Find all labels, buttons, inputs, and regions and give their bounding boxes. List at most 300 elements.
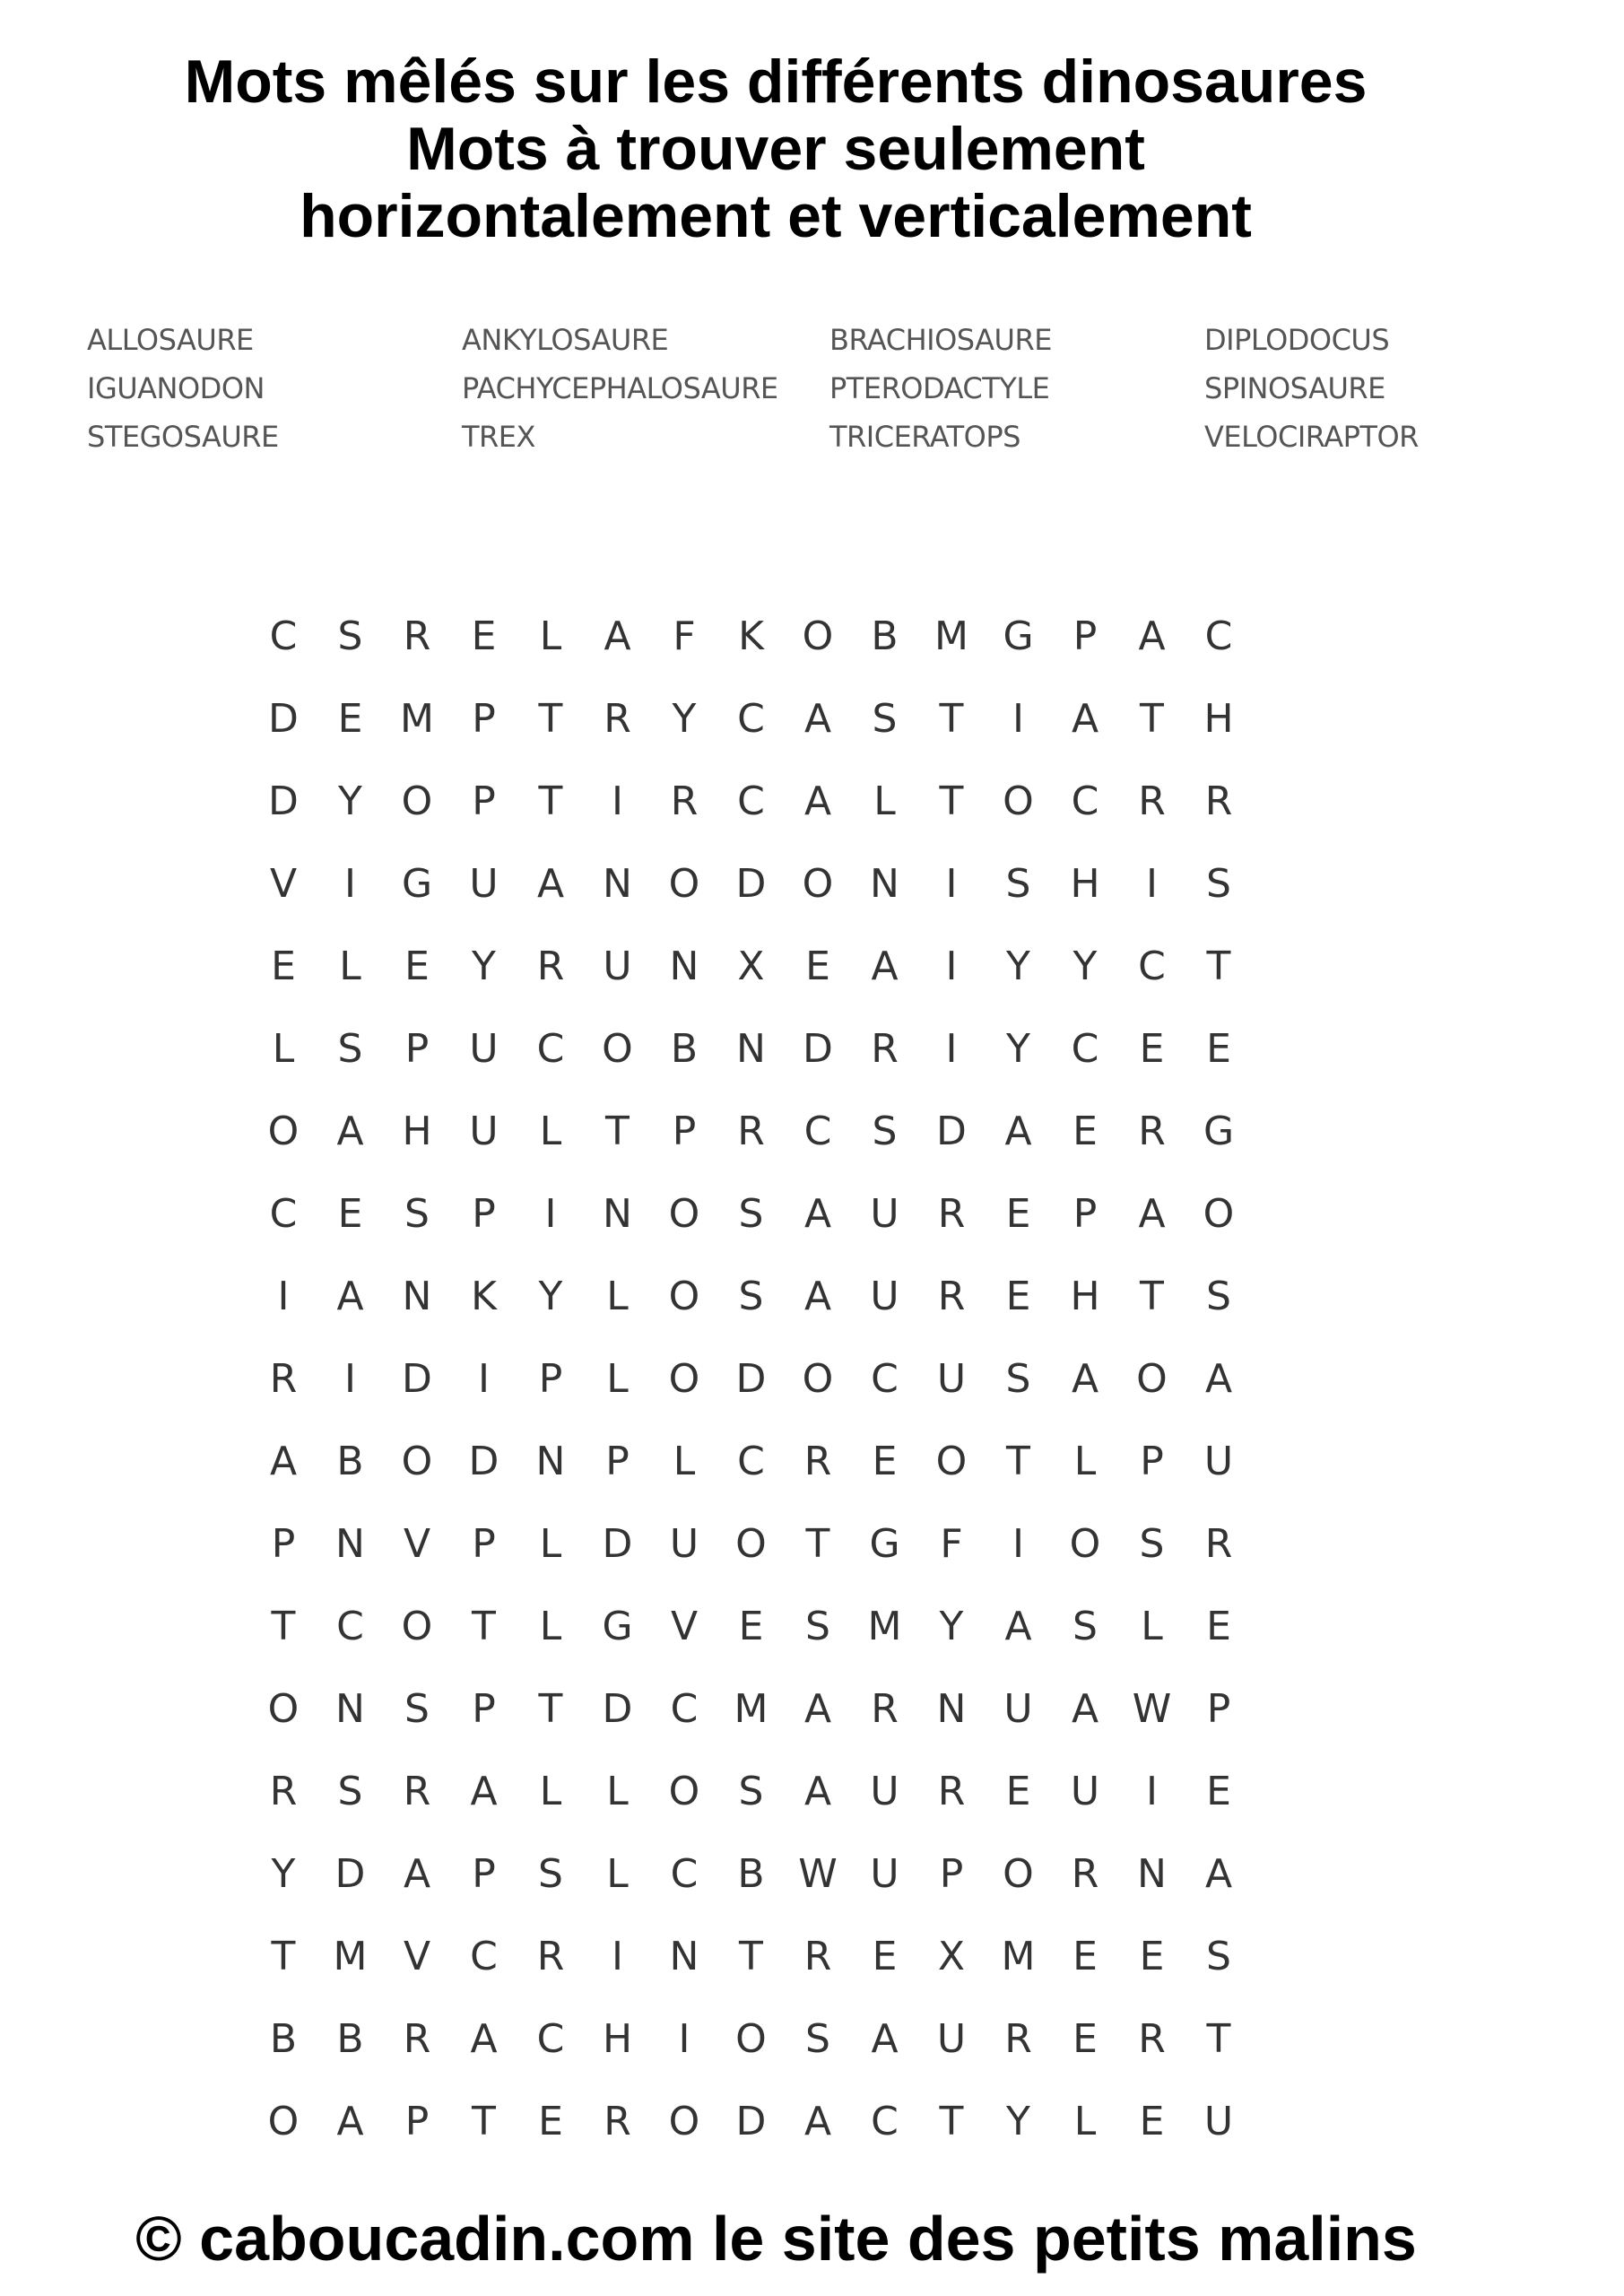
grid-cell: S [872,696,898,742]
grid-cell: L [539,1769,562,1814]
grid-cell: B [336,2016,364,2062]
grid-cell: G [401,861,433,907]
grid-cell: C [737,778,765,824]
grid-row [249,692,1325,775]
grid-cell: R [1138,2016,1166,2062]
copyright-footer: © caboucadin.com le site des petits malins [135,2204,1417,2274]
grid-cell: A [803,1274,832,1319]
grid-cell: I [344,1356,356,1402]
grid-row [249,610,1325,692]
grid-cell: A [803,778,832,824]
grid-cell: C [871,1356,899,1402]
grid-cell: T [605,1109,630,1154]
grid-cell: O [668,2099,700,2144]
grid-row [249,775,1325,857]
grid-cell: E [872,1934,898,1979]
grid-cell: C [269,1191,298,1237]
grid-cell: Y [1006,2099,1030,2144]
grid-cell: U [870,1191,899,1237]
grid-cell: K [738,613,764,659]
grid-cell: I [945,944,958,989]
grid-cell: E [337,1191,363,1237]
grid-cell: O [802,613,834,659]
grid-cell: U [669,1521,699,1567]
grid-row [249,1848,1325,1930]
grid-cell: O [668,1191,700,1237]
grid-cell: L [606,1274,629,1319]
grid-cell: A [403,1851,431,1897]
grid-cell: R [403,613,431,659]
grid-cell: P [404,1026,430,1072]
grid-cell: G [869,1521,900,1567]
word-list-item: IGUANODON [87,371,265,405]
grid-cell: H [1203,696,1234,742]
grid-cell: O [1003,778,1034,824]
grid-cell: D [402,1356,432,1402]
grid-cell: C [536,1026,565,1072]
grid-cell: W [1132,1686,1172,1732]
grid-cell: A [1071,1356,1099,1402]
grid-cell: Y [672,696,697,742]
grid-cell: V [403,1934,431,1979]
grid-cell: V [403,1521,431,1567]
grid-cell: S [738,1191,764,1237]
grid-cell: L [606,1851,629,1897]
grid-cell: I [344,861,356,907]
grid-cell: W [798,1851,838,1897]
grid-cell: L [339,944,361,989]
grid-cell: E [538,2099,563,2144]
grid-cell: P [472,778,496,824]
grid-cell: T [472,1604,496,1649]
grid-cell: R [670,778,699,824]
grid-cell: U [870,1274,899,1319]
grid-row [249,1683,1325,1765]
grid-cell: E [1139,1934,1165,1979]
grid-cell: M [867,1604,902,1649]
grid-cell: N [736,1026,766,1072]
grid-cell: M [1001,1934,1036,1979]
grid-cell: M [934,613,968,659]
grid-cell: T [538,778,563,824]
grid-cell: E [1206,1604,1231,1649]
grid-cell: Y [1073,944,1098,989]
grid-cell: X [937,1934,966,1979]
grid-cell: A [1204,1851,1233,1897]
grid-cell: E [1073,2016,1098,2062]
grid-cell: O [401,1604,433,1649]
grid-cell: T [939,778,964,824]
grid-cell: I [277,1274,290,1319]
grid-cell: V [269,861,298,907]
grid-cell: T [538,1686,563,1732]
grid-cell: O [401,1439,433,1484]
grid-cell: F [673,613,696,659]
grid-cell: D [334,1851,366,1897]
grid-cell: R [871,1026,899,1072]
grid-cell: A [871,944,899,989]
grid-row [249,940,1325,1022]
grid-cell: T [1140,696,1164,742]
grid-cell: D [268,778,299,824]
word-list-item: PTERODACTYLE [829,371,1050,405]
grid-cell: R [269,1769,298,1814]
grid-cell: N [669,1934,699,1979]
grid-cell: I [945,1026,958,1072]
grid-cell: P [1073,613,1098,659]
grid-cell: O [735,1521,767,1567]
grid-cell: H [1070,861,1100,907]
grid-cell: S [404,1686,430,1732]
grid-cell: O [802,1356,834,1402]
grid-cell: T [1006,1439,1030,1484]
grid-cell: Y [271,1851,296,1897]
grid-cell: D [268,696,299,742]
grid-cell: O [735,2016,767,2062]
title-line-1: Mots mêlés sur les différents dinosaures [184,48,1368,116]
grid-row [249,1352,1325,1435]
grid-cell: S [872,1109,898,1154]
grid-cell: I [544,1191,557,1237]
grid-cell: D [936,1109,967,1154]
grid-cell: R [737,1109,765,1154]
grid-cell: U [936,2016,967,2062]
grid-cell: C [670,1851,699,1897]
word-list-item: STEGOSAURE [87,420,279,454]
grid-cell: A [336,1109,364,1154]
grid-cell: M [400,696,434,742]
grid-cell: E [738,1604,764,1649]
grid-cell: A [269,1439,298,1484]
grid-cell: F [940,1521,963,1567]
grid-cell: I [612,1934,623,1979]
grid-cell: S [1139,1521,1165,1567]
grid-cell: A [470,1769,498,1814]
grid-cell: O [668,1356,700,1402]
grid-cell: R [403,1769,431,1814]
grid-cell: T [1206,2016,1231,2062]
grid-cell: O [935,1439,968,1484]
grid-cell: P [1140,1439,1164,1484]
grid-cell: B [269,2016,298,2062]
grid-cell: G [602,1604,633,1649]
grid-cell: T [805,1521,830,1567]
grid-cell: B [871,613,899,659]
grid-cell: L [539,613,562,659]
grid-cell: A [1138,613,1166,659]
grid-cell: D [803,1026,833,1072]
grid-cell: R [536,944,565,989]
grid-row [249,2095,1325,2178]
grid-cell: T [472,2099,496,2144]
grid-cell: D [735,1356,767,1402]
grid-cell: U [1070,1769,1100,1814]
grid-cell: N [669,944,699,989]
grid-cell: Y [538,1274,563,1319]
grid-cell: N [402,1274,432,1319]
grid-cell: H [1070,1274,1100,1319]
grid-cell: O [802,861,834,907]
grid-cell: U [870,1769,899,1814]
grid-cell: E [1139,1026,1165,1072]
grid-cell: Y [939,1604,964,1649]
word-list-item: PACHYCEPHALOSAURE [462,371,778,405]
grid-cell: A [803,1769,832,1814]
grid-cell: L [606,1356,629,1402]
grid-cell: E [471,613,497,659]
grid-cell: U [870,1851,899,1897]
grid-cell: D [735,861,767,907]
grid-cell: U [1203,1439,1234,1484]
grid-cell: N [1137,1851,1167,1897]
grid-cell: A [1004,1604,1032,1649]
grid-cell: T [1140,1274,1164,1319]
grid-cell: C [737,696,765,742]
grid-cell: E [404,944,430,989]
grid-cell: I [945,861,958,907]
grid-cell: R [871,1686,899,1732]
grid-cell: I [1012,696,1024,742]
grid-cell: B [670,1026,699,1072]
worksheet-title [0,48,1551,250]
grid-cell: G [1003,613,1034,659]
grid-row [249,1930,1325,2013]
grid-cell: E [337,696,363,742]
title-line-3: horizontalement et verticalement [300,182,1252,250]
grid-cell: S [1005,1356,1031,1402]
grid-cell: K [471,1274,497,1319]
grid-row [249,857,1325,940]
grid-cell: N [603,1191,632,1237]
grid-cell: L [1073,1439,1097,1484]
grid-cell: L [539,1604,562,1649]
grid-cell: S [538,1851,563,1897]
grid-cell: R [937,1769,966,1814]
grid-cell: U [469,1026,499,1072]
grid-cell: C [470,1934,498,1979]
grid-cell: P [1073,1191,1098,1237]
grid-cell: N [603,861,632,907]
grid-cell: A [536,861,565,907]
grid-cell: S [805,2016,830,2062]
grid-cell: C [737,1439,765,1484]
grid-cell: L [873,778,896,824]
grid-cell: C [536,2016,565,2062]
grid-cell: H [402,1109,432,1154]
grid-cell: N [335,1686,365,1732]
grid-cell: C [1071,1026,1099,1072]
grid-cell: R [269,1356,298,1402]
grid-cell: E [1073,1109,1098,1154]
grid-cell: M [333,1934,368,1979]
grid-cell: P [472,1521,496,1567]
grid-cell: L [272,1026,295,1072]
grid-cell: P [472,1686,496,1732]
grid-cell: D [735,2099,767,2144]
grid-cell: S [1206,1934,1231,1979]
grid-cell: P [672,1109,697,1154]
grid-cell: L [539,1109,562,1154]
grid-cell: I [612,778,623,824]
grid-cell: C [1138,944,1166,989]
grid-cell: B [737,1851,765,1897]
grid-cell: R [1204,778,1233,824]
grid-cell: R [536,1934,565,1979]
grid-row [249,2013,1325,2095]
grid-cell: D [602,1686,633,1732]
grid-cell: N [870,861,899,907]
grid-cell: T [939,696,964,742]
grid-cell: N [335,1521,365,1567]
grid-row [249,1270,1325,1352]
grid-cell: P [538,1356,563,1402]
grid-cell: E [1073,1934,1098,1979]
word-list-item: ALLOSAURE [87,323,254,357]
grid-cell: R [937,1191,966,1237]
grid-cell: P [472,1851,496,1897]
grid-cell: R [403,2016,431,2062]
grid-cell: T [271,1934,296,1979]
grid-cell: U [469,1109,499,1154]
grid-cell: R [1204,1521,1233,1567]
grid-row [249,1435,1325,1518]
grid-row [249,1022,1325,1105]
grid-cell: E [1005,1274,1031,1319]
grid-cell: R [1071,1851,1099,1897]
grid-cell: A [336,2099,364,2144]
grid-cell: P [404,2099,430,2144]
grid-cell: U [1003,1686,1033,1732]
grid-cell: Y [472,944,496,989]
grid-cell: Y [1006,1026,1030,1072]
grid-cell: A [803,2099,832,2144]
grid-cell: P [1206,1686,1231,1732]
grid-cell: C [803,1109,832,1154]
grid-cell: S [1206,1274,1231,1319]
grid-cell: L [673,1439,696,1484]
grid-cell: P [939,1851,964,1897]
word-list-item: SPINOSAURE [1204,371,1385,405]
grid-cell: Y [1006,944,1030,989]
grid-cell: O [668,1769,700,1814]
grid-cell: A [1138,1191,1166,1237]
grid-cell: R [803,1439,832,1484]
grid-cell: I [678,2016,690,2062]
grid-cell: A [871,2016,899,2062]
grid-cell: I [478,1356,490,1402]
title-line-2: Mots à trouver seulement [406,115,1145,183]
word-list-item: BRACHIOSAURE [829,323,1052,357]
word-list-item: TREX [462,420,535,454]
grid-cell: P [271,1521,296,1567]
grid-cell: T [538,696,563,742]
grid-cell: I [1012,1521,1024,1567]
grid-cell: R [1138,1109,1166,1154]
grid-cell: N [936,1686,967,1732]
grid-cell: U [603,944,632,989]
grid-cell: L [1073,2099,1097,2144]
grid-cell: S [337,1769,363,1814]
grid-cell: O [1003,1851,1034,1897]
grid-cell: E [1005,1191,1031,1237]
grid-cell: C [871,2099,899,2144]
letter-grid [249,610,1325,2178]
grid-row [249,1187,1325,1270]
grid-cell: D [468,1439,499,1484]
grid-cell: A [1071,696,1099,742]
grid-cell: B [336,1439,364,1484]
word-list-item: TRICERATOPS [829,420,1020,454]
grid-cell: R [604,2099,631,2144]
grid-cell: X [737,944,765,989]
grid-cell: U [936,1356,967,1402]
grid-cell: O [267,1686,300,1732]
grid-cell: C [670,1686,699,1732]
grid-row [249,1105,1325,1187]
grid-cell: L [606,1769,629,1814]
grid-cell: A [803,696,832,742]
grid-cell: S [1073,1604,1098,1649]
grid-cell: R [937,1274,966,1319]
word-list-item: VELOCIRAPTOR [1204,420,1419,454]
grid-cell: A [1004,1109,1032,1154]
grid-cell: R [1138,778,1166,824]
grid-cell: I [1146,861,1158,907]
grid-row [249,1765,1325,1848]
grid-cell: O [1136,1356,1168,1402]
grid-cell: N [535,1439,566,1484]
grid-cell: A [470,2016,498,2062]
grid-cell: A [336,1274,364,1319]
grid-cell: P [605,1439,630,1484]
grid-cell: P [472,696,496,742]
grid-cell: P [472,1191,496,1237]
grid-cell: G [1203,1109,1235,1154]
grid-cell: R [803,1934,832,1979]
grid-cell: E [1206,1026,1231,1072]
grid-cell: S [337,613,363,659]
grid-cell: O [1069,1521,1101,1567]
grid-cell: L [539,1521,562,1567]
grid-cell: L [1141,1604,1163,1649]
grid-cell: S [738,1769,764,1814]
grid-cell: S [1005,861,1031,907]
grid-cell: U [469,861,499,907]
grid-cell: E [1005,1769,1031,1814]
grid-cell: S [337,1026,363,1072]
grid-cell: C [1071,778,1099,824]
grid-cell: E [805,944,830,989]
grid-cell: A [604,613,631,659]
grid-cell: A [803,1686,832,1732]
grid-cell: V [670,1604,699,1649]
grid-cell: E [271,944,296,989]
grid-row [249,1518,1325,1600]
grid-cell: Y [338,778,362,824]
word-list-item: DIPLODOCUS [1204,323,1390,357]
grid-cell: S [404,1191,430,1237]
grid-cell: T [739,1934,763,1979]
grid-cell: T [271,1604,296,1649]
grid-cell: U [1203,2099,1234,2144]
grid-cell: C [1204,613,1233,659]
word-list [0,323,1624,475]
grid-cell: T [1206,944,1231,989]
word-list-item: ANKYLOSAURE [462,323,669,357]
grid-cell: R [1004,2016,1032,2062]
grid-cell: H [602,2016,633,2062]
grid-cell: C [269,613,298,659]
